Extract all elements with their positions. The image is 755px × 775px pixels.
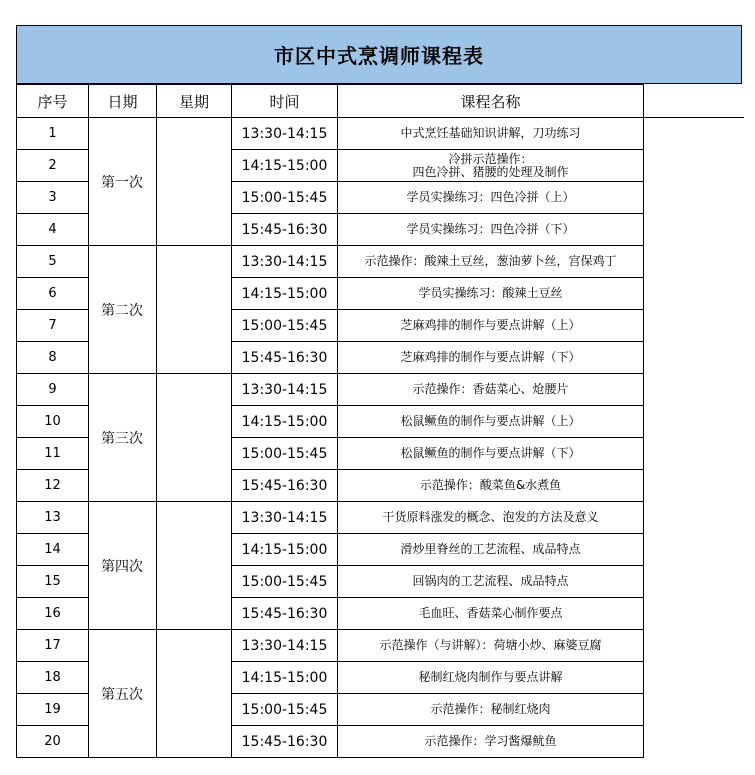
course-line: 示范操作：酸菜鱼&水煮鱼 <box>419 478 562 492</box>
row-course <box>338 534 644 566</box>
row-course <box>338 598 644 630</box>
row-spacer <box>644 182 744 214</box>
row-index: 11 <box>17 438 89 470</box>
table-row <box>17 374 744 406</box>
course-line: 学员实操练习：酸辣土豆丝 <box>418 286 563 300</box>
row-index: 17 <box>17 630 89 662</box>
row-spacer <box>644 662 744 694</box>
session-date: 第四次 <box>89 502 157 630</box>
row-spacer <box>644 310 744 342</box>
row-index: 18 <box>17 662 89 694</box>
schedule-sheet <box>16 25 744 758</box>
header-course: 课程名称 <box>338 85 644 118</box>
row-course <box>338 694 644 726</box>
row-spacer <box>644 566 744 598</box>
header-index: 序号 <box>17 85 89 118</box>
row-time: 15:00-15:45 <box>232 310 338 342</box>
row-course <box>338 246 644 278</box>
row-time: 14:15-15:00 <box>232 150 338 182</box>
row-time: 15:45-16:30 <box>232 342 338 374</box>
course-line: 松鼠鳜鱼的制作与要点讲解（上） <box>400 414 581 428</box>
header-time: 时间 <box>232 85 338 118</box>
row-spacer <box>644 118 744 150</box>
session-date: 第二次 <box>89 246 157 374</box>
row-index: 2 <box>17 150 89 182</box>
row-time: 15:00-15:45 <box>232 182 338 214</box>
row-course <box>338 662 644 694</box>
session-weekday <box>157 502 232 630</box>
row-time: 13:30-14:15 <box>232 374 338 406</box>
course-line: 示范操作：香菇菜心、炝腰片 <box>412 382 569 396</box>
row-time: 15:45-16:30 <box>232 214 338 246</box>
row-index: 8 <box>17 342 89 374</box>
schedule-table <box>16 84 744 758</box>
row-time: 14:15-15:00 <box>232 278 338 310</box>
row-time: 13:30-14:15 <box>232 246 338 278</box>
header-spacer <box>644 85 744 118</box>
course-line: 滑炒里脊丝的工艺流程、成品特点 <box>400 542 581 556</box>
row-course <box>338 182 644 214</box>
row-time: 14:15-15:00 <box>232 662 338 694</box>
row-time: 13:30-14:15 <box>232 502 338 534</box>
row-spacer <box>644 630 744 662</box>
row-course <box>338 566 644 598</box>
row-spacer <box>644 246 744 278</box>
course-line: 示范操作：秘制红烧肉 <box>430 702 551 716</box>
course-line: 干货原料涨发的概念、泡发的方法及意义 <box>382 510 599 524</box>
session-date: 第一次 <box>89 118 157 246</box>
row-index: 7 <box>17 310 89 342</box>
row-spacer <box>644 150 744 182</box>
row-time: 14:15-15:00 <box>232 534 338 566</box>
row-spacer <box>644 374 744 406</box>
session-date: 第五次 <box>89 630 157 758</box>
session-date: 第三次 <box>89 374 157 502</box>
row-index: 5 <box>17 246 89 278</box>
session-weekday <box>157 630 232 758</box>
row-course <box>338 502 644 534</box>
row-time: 15:00-15:45 <box>232 566 338 598</box>
course-line: 毛血旺、香菇菜心制作要点 <box>418 606 563 620</box>
row-spacer <box>644 342 744 374</box>
header-date: 日期 <box>89 85 157 118</box>
row-course <box>338 438 644 470</box>
session-weekday <box>157 374 232 502</box>
row-course <box>338 726 644 758</box>
row-index: 20 <box>17 726 89 758</box>
row-index: 9 <box>17 374 89 406</box>
row-time: 15:45-16:30 <box>232 470 338 502</box>
table-row <box>17 502 744 534</box>
row-spacer <box>644 406 744 438</box>
row-time: 15:00-15:45 <box>232 438 338 470</box>
course-line: 四色冷拼、猪腰的处理及制作 <box>412 164 569 179</box>
course-line: 学员实操练习：四色冷拼（上） <box>406 190 575 204</box>
course-line: 示范操作（与讲解）：荷塘小炒、麻婆豆腐 <box>379 638 602 652</box>
row-index: 15 <box>17 566 89 598</box>
row-index: 4 <box>17 214 89 246</box>
course-line: 芝麻鸡排的制作与要点讲解（下） <box>400 350 581 364</box>
row-course <box>338 470 644 502</box>
row-spacer <box>644 438 744 470</box>
row-course <box>338 310 644 342</box>
course-line: 冷拼示范操作： <box>448 151 533 166</box>
row-index: 16 <box>17 598 89 630</box>
row-index: 13 <box>17 502 89 534</box>
row-spacer <box>644 598 744 630</box>
row-spacer <box>644 278 744 310</box>
row-time: 13:30-14:15 <box>232 630 338 662</box>
row-time: 13:30-14:15 <box>232 118 338 150</box>
row-spacer <box>644 502 744 534</box>
row-index: 19 <box>17 694 89 726</box>
row-spacer <box>644 214 744 246</box>
course-line: 学员实操练习：四色冷拼（下） <box>406 222 575 236</box>
row-course <box>338 278 644 310</box>
row-index: 1 <box>17 118 89 150</box>
course-line: 回锅肉的工艺流程、成品特点 <box>412 574 569 588</box>
schedule-body <box>17 118 744 758</box>
table-row <box>17 118 744 150</box>
row-index: 6 <box>17 278 89 310</box>
course-line: 松鼠鳜鱼的制作与要点讲解（下） <box>400 446 581 460</box>
row-course <box>338 630 644 662</box>
schedule-title: 市区中式烹调师课程表 <box>16 25 742 84</box>
header-weekday: 星期 <box>157 85 232 118</box>
header-row <box>17 85 744 118</box>
row-course <box>338 374 644 406</box>
table-row <box>17 630 744 662</box>
course-line: 芝麻鸡排的制作与要点讲解（上） <box>400 318 581 332</box>
row-spacer <box>644 470 744 502</box>
row-time: 15:00-15:45 <box>232 694 338 726</box>
row-time: 14:15-15:00 <box>232 406 338 438</box>
session-weekday <box>157 246 232 374</box>
course-line: 示范操作：学习酱爆鱿鱼 <box>424 734 557 748</box>
course-line: 秘制红烧肉制作与要点讲解 <box>418 670 563 684</box>
row-index: 10 <box>17 406 89 438</box>
row-course <box>338 214 644 246</box>
row-course <box>338 406 644 438</box>
table-row <box>17 246 744 278</box>
course-line: 中式烹饪基础知识讲解，刀功练习 <box>400 126 581 140</box>
row-spacer <box>644 534 744 566</box>
row-index: 12 <box>17 470 89 502</box>
row-time: 15:45-16:30 <box>232 726 338 758</box>
row-index: 14 <box>17 534 89 566</box>
row-time: 15:45-16:30 <box>232 598 338 630</box>
course-line: 示范操作：酸辣土豆丝，葱油萝卜丝，宫保鸡丁 <box>364 254 617 268</box>
row-course <box>338 150 644 182</box>
session-weekday <box>157 118 232 246</box>
row-spacer <box>644 694 744 726</box>
row-course <box>338 118 644 150</box>
row-spacer <box>644 726 744 758</box>
row-index: 3 <box>17 182 89 214</box>
row-course <box>338 342 644 374</box>
